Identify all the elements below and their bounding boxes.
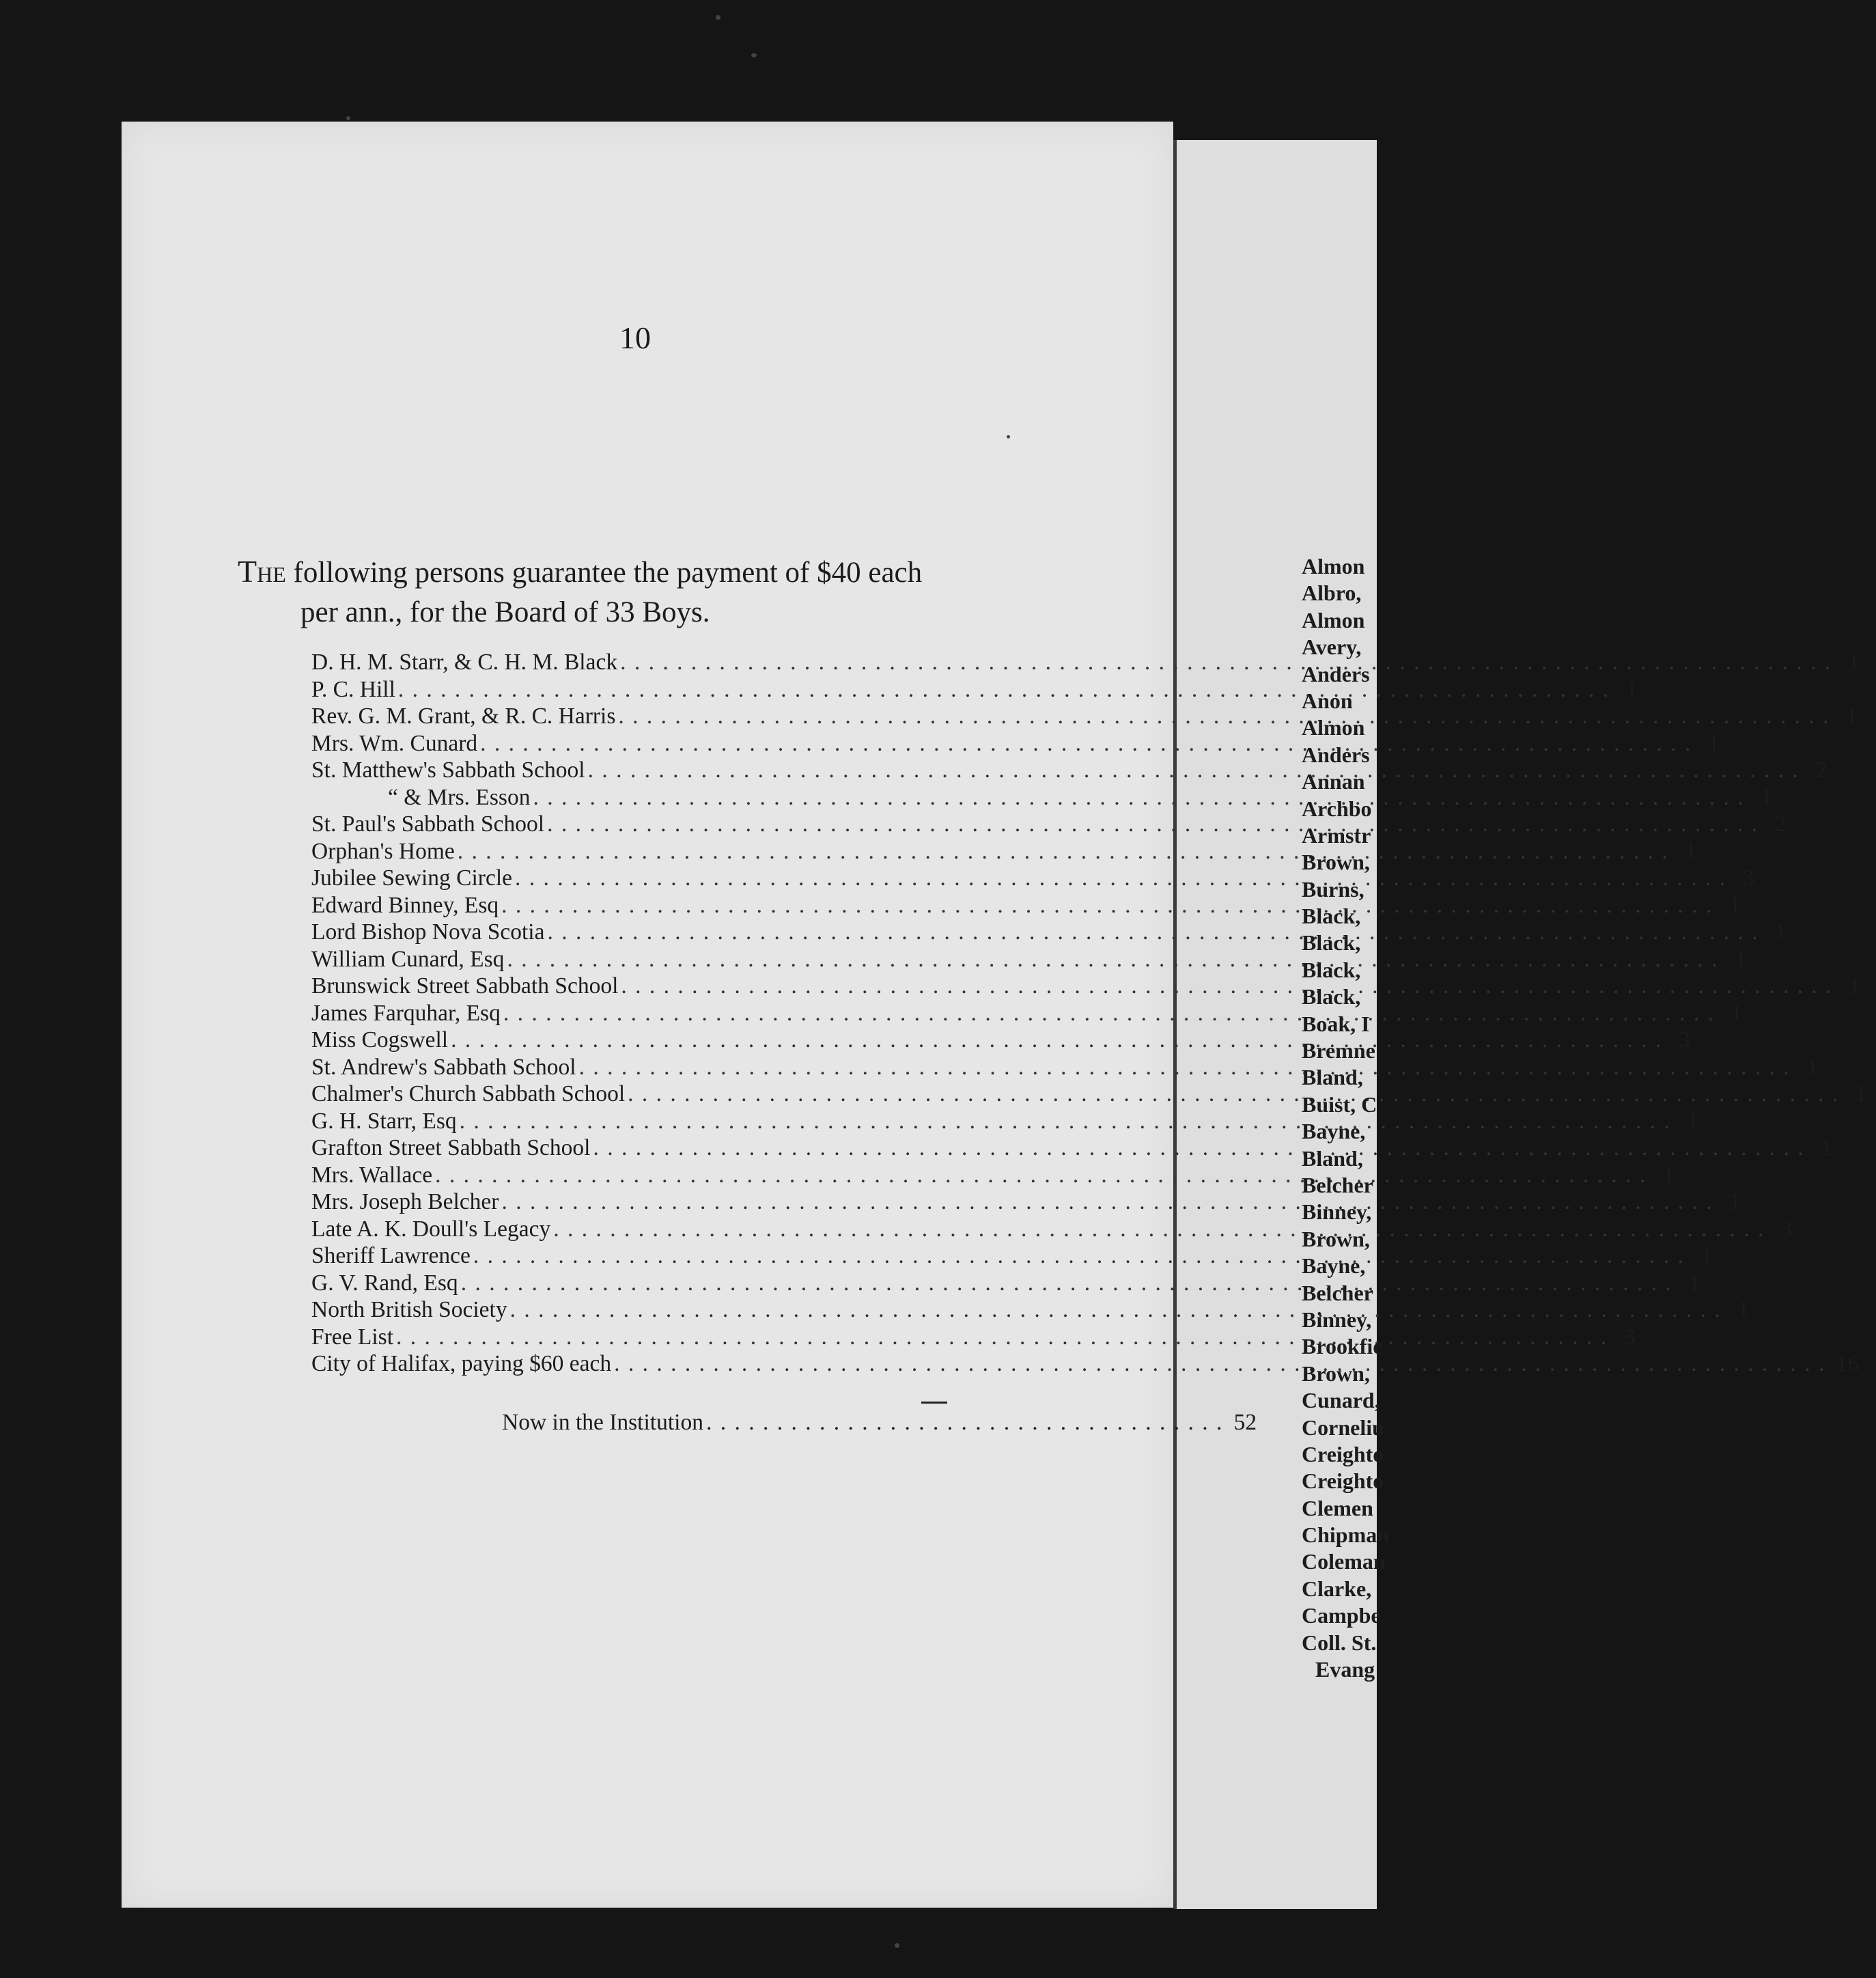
- dust-speck: [346, 116, 350, 120]
- dot-leader: [547, 919, 1759, 946]
- right-page-line: Binney,: [1302, 1307, 1372, 1332]
- entry-name: Rev. G. M. Grant, & R. C. Harris: [311, 704, 616, 729]
- right-page-line: Anon: [1302, 688, 1353, 713]
- dot-leader: [396, 1324, 1608, 1351]
- right-page-line: Annan: [1302, 769, 1365, 794]
- entry-count: 1: [1687, 1108, 1699, 1134]
- heading-lead-word: The: [238, 554, 286, 589]
- entry-count: 1: [1707, 730, 1720, 756]
- dot-leader: [501, 1188, 1713, 1216]
- entry-name: Miss Cogswell: [311, 1027, 449, 1053]
- entry-name: P. C. Hill: [311, 676, 395, 702]
- entry-count: 1: [1775, 919, 1787, 945]
- entry-name: Jubilee Sewing Circle: [311, 865, 512, 891]
- dot-leader: [593, 1134, 1804, 1162]
- entry-name: Lord Bishop Nova Scotia: [311, 919, 545, 945]
- total-count: 52: [1233, 1410, 1257, 1435]
- entry-name: Late A. K. Doull's Legacy: [311, 1216, 551, 1242]
- total-label: Now in the Institution: [502, 1410, 703, 1435]
- right-page-line: Evang: [1315, 1657, 1375, 1682]
- right-page-line: Anders: [1302, 742, 1370, 767]
- entry-count: 1: [1700, 1243, 1713, 1268]
- right-page-line: Brown,: [1302, 1361, 1370, 1386]
- right-page-line: Bayne,: [1302, 1253, 1366, 1279]
- entry-name: Edward Binney, Esq: [311, 892, 499, 918]
- right-page-line: Almon: [1302, 554, 1365, 579]
- dot-leader: [620, 649, 1832, 676]
- right-page-line: Armstr: [1302, 822, 1371, 848]
- dust-speck: [716, 15, 720, 20]
- entry-count: 1: [1728, 892, 1741, 918]
- right-page-line: Avery,: [1302, 635, 1362, 660]
- entry-name: City of Halifax, paying $60 each: [311, 1351, 612, 1376]
- entry-name: D. H. M. Starr, & C. H. M. Black: [311, 650, 618, 675]
- right-page-line: Brown,: [1302, 1226, 1370, 1251]
- entry-count: 1: [1846, 704, 1858, 729]
- entry-name: G. H. Starr, Esq: [311, 1108, 457, 1134]
- right-page-line: Chipman: [1302, 1522, 1390, 1548]
- heading-line-1: following persons guarantee the payment of $40 each: [293, 557, 923, 589]
- entry-count: 1: [1685, 838, 1697, 864]
- right-page-line: Anders: [1302, 661, 1370, 686]
- right-page-line: Boak, I: [1302, 1011, 1370, 1036]
- entry-count: 1: [1662, 1162, 1675, 1188]
- right-page-line: Bland,: [1302, 1145, 1363, 1171]
- dot-leader: [706, 1410, 1223, 1436]
- right-page-line: Clarke,: [1302, 1576, 1372, 1601]
- right-page-line: Campbe: [1302, 1603, 1381, 1628]
- dot-leader: [473, 1242, 1685, 1270]
- entry-name: Mrs. Joseph Belcher: [311, 1189, 499, 1214]
- entry-name: William Cunard, Esq: [311, 946, 505, 972]
- entry-name: St. Matthew's Sabbath School: [311, 757, 585, 783]
- right-page-line: Coleman: [1302, 1549, 1386, 1574]
- entry-count: 1: [1849, 973, 1860, 999]
- entry-count: 1: [1625, 676, 1638, 702]
- entry-name: “ & Mrs. Esson: [388, 784, 531, 810]
- right-page-line: Buist, C: [1302, 1091, 1377, 1117]
- dot-leader: [515, 865, 1726, 892]
- entry-count: 1: [1821, 1135, 1832, 1160]
- entry-count: 1: [1761, 784, 1772, 810]
- dot-leader: [503, 1000, 1715, 1027]
- entry-name: James Farquhar, Esq: [311, 1000, 501, 1026]
- entry-name: Chalmer's Church Sabbath School: [311, 1081, 626, 1106]
- right-page-line: Creighto: [1302, 1441, 1384, 1466]
- right-page-line: Black,: [1302, 904, 1361, 929]
- heading: [238, 552, 1044, 632]
- entry-count: 1: [1855, 1081, 1867, 1106]
- right-page-line: Black,: [1302, 957, 1361, 982]
- entry-count: 1: [1737, 1297, 1750, 1322]
- entry-name: Sheriff Lawrence: [311, 1243, 471, 1268]
- entry-count: 3: [1781, 1216, 1793, 1242]
- right-page-line: Clemen: [1302, 1495, 1373, 1520]
- right-page-list: [1302, 553, 1390, 1683]
- dot-leader: [435, 1162, 1647, 1189]
- right-page-line: Bland,: [1302, 1065, 1363, 1090]
- dot-leader: [628, 1081, 1839, 1108]
- dot-leader: [507, 946, 1718, 973]
- dot-leader: [451, 1027, 1662, 1054]
- right-page-line: Cunard,: [1302, 1388, 1380, 1413]
- entry-name: Free List: [311, 1324, 394, 1350]
- entry-name: Mrs. Wallace: [311, 1162, 433, 1188]
- entry-count: 2: [1815, 757, 1828, 783]
- right-page-line: Brookfie: [1302, 1334, 1383, 1359]
- dot-leader: [460, 1108, 1671, 1135]
- total-rule: [921, 1402, 947, 1404]
- entry-count: 3: [1742, 865, 1754, 891]
- right-page-line: Belcher: [1302, 1172, 1373, 1197]
- dot-leader: [618, 703, 1830, 730]
- right-page-line: Almon: [1302, 607, 1365, 632]
- right-page-line: Bremne: [1302, 1038, 1375, 1063]
- dust-speck: [1007, 435, 1010, 438]
- dust-speck: [895, 1943, 899, 1948]
- right-page-line: Burns,: [1302, 876, 1364, 902]
- right-page-line: Binney,: [1302, 1199, 1372, 1225]
- entry-count: 16: [1836, 1351, 1859, 1376]
- dot-leader: [553, 1216, 1765, 1243]
- dot-leader: [480, 730, 1692, 757]
- dot-leader: [579, 1054, 1791, 1081]
- entry-count: 1: [1688, 1270, 1700, 1296]
- right-page-line: Creighto: [1302, 1468, 1384, 1494]
- right-page-line: Black,: [1302, 930, 1361, 956]
- entry-name: Orphan's Home: [311, 838, 455, 864]
- dust-speck: [751, 53, 757, 57]
- entry-name: Grafton Street Sabbath School: [311, 1135, 591, 1160]
- entry-name: Brunswick Street Sabbath School: [311, 973, 619, 999]
- entry-count: 1: [1806, 1054, 1819, 1080]
- right-page-line: Archbo: [1302, 796, 1372, 821]
- dot-leader: [547, 811, 1759, 838]
- entry-name: North British Society: [311, 1297, 507, 1322]
- dot-leader: [510, 1296, 1722, 1324]
- right-page-line: Belcher: [1302, 1280, 1373, 1305]
- entry-name: G. V. Rand, Esq: [311, 1270, 458, 1296]
- right-page-line: Black,: [1302, 984, 1361, 1009]
- right-page-line: Coll. St.: [1302, 1630, 1377, 1655]
- page-number: 10: [619, 320, 651, 355]
- dot-leader: [501, 892, 1713, 919]
- dot-leader: [461, 1270, 1672, 1297]
- entry-count: 2: [1774, 811, 1787, 837]
- entry-count: 1: [1735, 946, 1746, 972]
- entry-count: 3: [1623, 1324, 1636, 1350]
- right-page-line: Brown,: [1302, 850, 1370, 875]
- dot-leader: [398, 676, 1610, 704]
- entry-count: 1: [1847, 650, 1860, 675]
- dot-leader: [533, 784, 1744, 811]
- dot-leader: [458, 838, 1669, 865]
- heading-line-2: per ann., for the Board of 33 Boys.: [300, 596, 710, 628]
- entry-count: 1: [1729, 1189, 1741, 1214]
- right-page-line: Albro,: [1302, 581, 1362, 606]
- dot-leader: [588, 757, 1800, 784]
- entry-name: Mrs. Wm. Cunard: [311, 730, 478, 756]
- dot-leader: [621, 973, 1832, 1000]
- entry-name: St. Paul's Sabbath School: [311, 811, 545, 837]
- total-row: [502, 1410, 1257, 1436]
- right-page-line: Corneliu: [1302, 1415, 1384, 1440]
- entry-count: 1: [1731, 1000, 1743, 1026]
- entry-count: 3: [1678, 1027, 1690, 1053]
- right-page-line: Bayne,: [1302, 1119, 1366, 1144]
- entry-name: St. Andrew's Sabbath School: [311, 1054, 576, 1080]
- dot-leader: [614, 1350, 1825, 1378]
- right-page-line: Almon: [1302, 715, 1365, 740]
